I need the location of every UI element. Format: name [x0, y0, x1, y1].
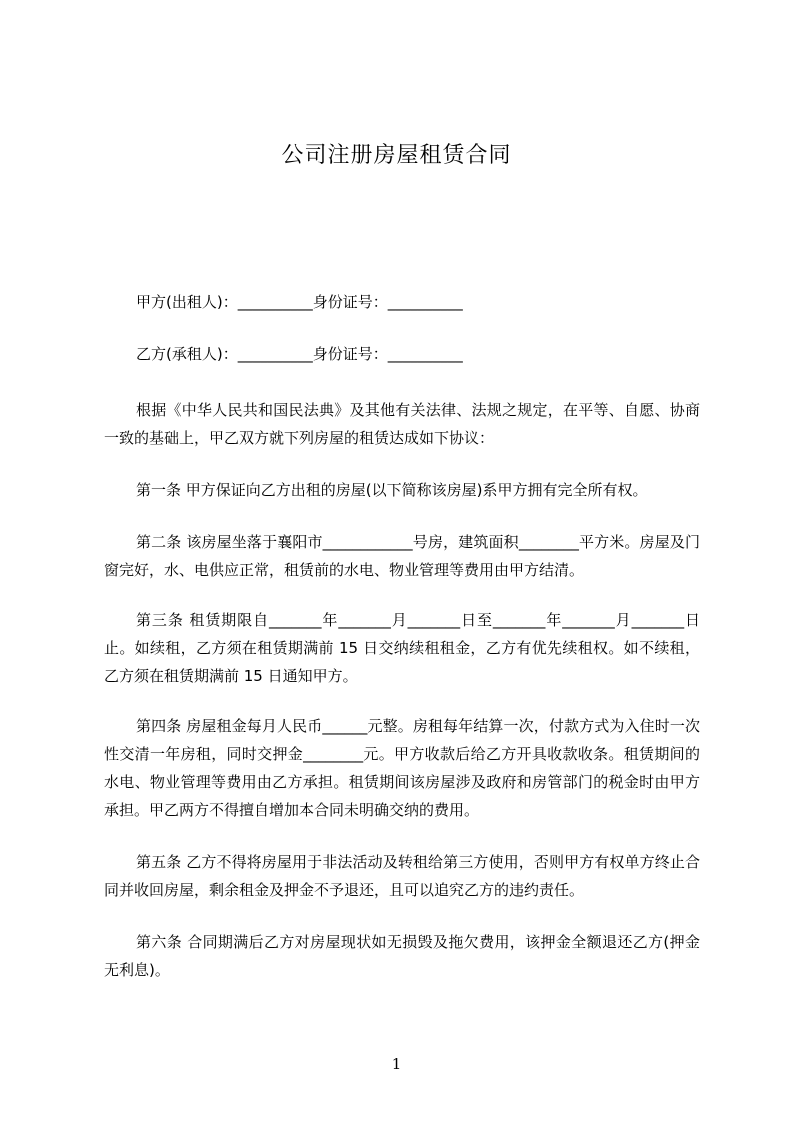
article-2: 第二条 该房屋坐落于襄阳市____________号房，建筑面积________平方米。房屋及门窗完好，水、电供应正常，租赁前的水电、物业管理等费用由甲方结清。	[104, 533, 700, 579]
party-a-line: 甲方(出租人)：__________身份证号：__________	[136, 293, 463, 311]
article-1: 第一条 甲方保证向乙方出租的房屋(以下简称该房屋)系甲方拥有完全所有权。	[136, 481, 648, 499]
party-b-line: 乙方(承租人)：__________身份证号：__________	[136, 345, 463, 363]
preamble-paragraph: 根据《中华人民共和国民法典》及其他有关法律、法规之规定，在平等、自愿、协商一致的基础上，甲乙双方就下列房屋的租赁达成如下协议：	[104, 401, 700, 447]
page-number: 1	[391, 1055, 402, 1073]
article-5: 第五条 乙方不得将房屋用于非法活动及转租给第三方使用，否则甲方有权单方终止合同并收回房屋，剩余租金及押金不予退还，且可以追究乙方的违约责任。	[104, 853, 700, 899]
article-4: 第四条 房屋租金每月人民币______元整。房租每年结算一次，付款方式为入住时一次性交清一年房租，同时交押金________元。甲方收款后给乙方开具收款收条。租赁期间的水电、物业管理等费用由乙方承担。租赁期间该房屋涉及政府和房管部门的税金时由甲方承担。甲乙两方不得擅自增加本合同未明确交纳的费用。	[104, 717, 700, 819]
document-title: 公司注册房屋租赁合同	[281, 143, 512, 168]
article-6: 第六条 合同期满后乙方对房屋现状如无损毁及拖欠费用，该押金全额退还乙方(押金无利息)。	[104, 933, 700, 979]
article-3: 第三条 租赁期限自_______年_______月_______日至_______年_______月_______日止。如续租，乙方须在租赁期满前 15 日交纳续租租金，乙方有优先续租权。如不续租，乙方须在租赁期满前 15 日通知甲方。	[104, 611, 700, 685]
